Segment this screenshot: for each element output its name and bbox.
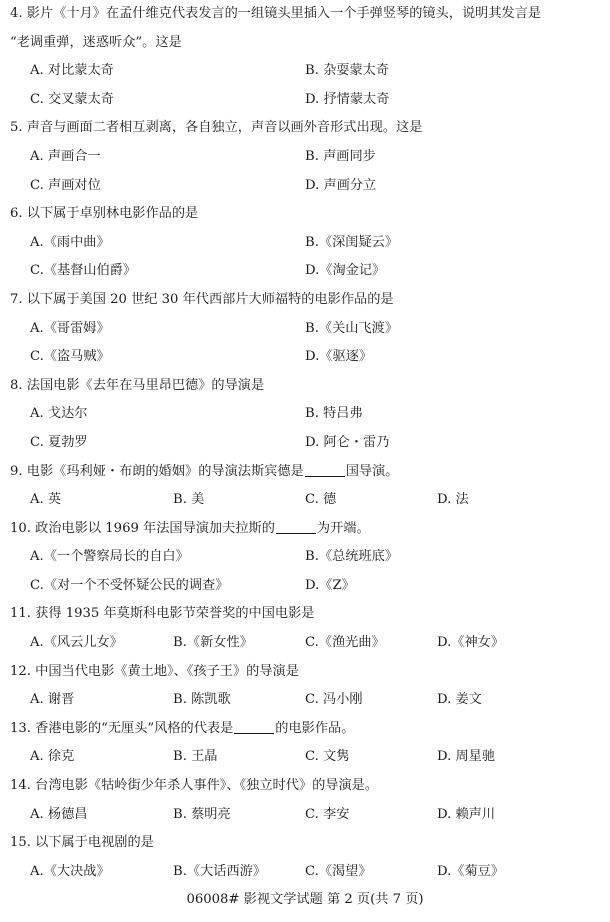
question-stem: 4. 影片《十月》在孟什维克代表发言的一组镜头里插入一个手弹竖琴的镜头，说明其发言是 — [10, 6, 542, 21]
option-row — [0, 543, 610, 572]
option-c: C. 德 — [305, 492, 337, 508]
question-stem: 12. 中国当代电影《黄土地》、《孩子王》的导演是 — [10, 663, 299, 679]
option-row — [0, 400, 610, 429]
option-a: A.《大决战》 — [30, 863, 110, 879]
stem-text-after: 为开端。 — [316, 520, 370, 536]
option-d: D.《菊豆》 — [437, 863, 505, 879]
stem-text-before: 10. 政治电影以 1969 年法国导演加夫拉斯的 — [10, 520, 275, 536]
option-a: A. 对比蒙太奇 — [30, 63, 114, 79]
option-b: B.《新女性》 — [173, 635, 253, 651]
question-7 — [0, 286, 610, 372]
option-d: D.《神女》 — [437, 635, 505, 651]
option-row — [0, 572, 610, 601]
option-a: A. 谢晋 — [30, 692, 75, 708]
option-a: A. 戈达尔 — [30, 406, 88, 422]
option-row — [0, 172, 610, 201]
option-row — [0, 486, 610, 515]
option-b: B.《总统班底》 — [305, 549, 399, 565]
question-5 — [0, 114, 610, 200]
option-row — [0, 57, 610, 86]
option-a: A.《雨中曲》 — [30, 234, 110, 250]
option-row — [0, 86, 610, 115]
option-row — [0, 629, 610, 658]
stem-text-after: 国导演。 — [345, 463, 399, 479]
option-row — [0, 743, 610, 772]
option-c: C.《盗马贼》 — [30, 349, 110, 365]
option-b: B. 特吕弗 — [305, 406, 363, 422]
question-12 — [0, 658, 610, 715]
option-d: D. 姜文 — [437, 692, 482, 708]
option-b: B. 杂耍蒙太奇 — [305, 63, 390, 79]
option-c: C. 夏勃罗 — [30, 434, 88, 450]
answer-blank — [305, 462, 345, 477]
option-a: A.《一个警察局长的自白》 — [30, 549, 189, 565]
question-10 — [0, 515, 610, 601]
option-c: C. 冯小刚 — [305, 692, 363, 708]
option-a: A.《风云儿女》 — [30, 635, 123, 651]
stem-text-after: 的电影作品。 — [275, 720, 355, 736]
option-row — [0, 858, 610, 887]
page-footer: 06008# 影视文学试题 第 2 页(共 7 页) — [186, 892, 424, 907]
option-row — [0, 229, 610, 258]
question-8 — [0, 372, 610, 458]
question-stem: 11. 获得 1935 年莫斯科电影节荣誉奖的中国电影是 — [10, 606, 315, 622]
option-d: D.《淘金记》 — [305, 263, 386, 279]
option-b: B. 声画同步 — [305, 148, 376, 164]
question-stem — [0, 458, 610, 487]
option-a: A. 杨德昌 — [30, 806, 88, 822]
option-a: A.《哥雷姆》 — [30, 320, 110, 336]
question-4 — [0, 0, 610, 114]
option-row — [0, 686, 610, 715]
option-b: B. 王晶 — [173, 749, 218, 765]
option-row — [0, 801, 610, 830]
option-row — [0, 343, 610, 372]
stem-text-before: 13. 香港电影的“无厘头”风格的代表是 — [10, 720, 234, 736]
option-b: B. 蔡明亮 — [173, 806, 231, 822]
option-c: C.《对一个不受怀疑公民的调查》 — [30, 577, 229, 593]
question-stem: 14. 台湾电影《牯岭街少年杀人事件》、《独立时代》的导演是。 — [10, 778, 379, 794]
question-stem: 5. 声音与画面二者相互剥离，各自独立，声音以画外音形式出现。这是 — [10, 120, 423, 136]
option-c: C. 李安 — [305, 806, 350, 822]
option-d: D. 抒情蒙太奇 — [305, 91, 390, 107]
option-c: C. 交叉蒙太奇 — [30, 91, 114, 107]
answer-blank — [234, 719, 274, 734]
option-a: A. 英 — [30, 492, 62, 508]
question-stem: 7. 以下属于美国 20 世纪 30 年代西部片大师福特的电影作品的是 — [10, 291, 394, 307]
option-d: D. 声画分立 — [305, 177, 377, 193]
option-d: D. 阿仑・雷乃 — [305, 434, 390, 450]
question-stem: “老调重弹，迷惑听众”。这是 — [10, 34, 182, 50]
option-d: D.《Z》 — [305, 577, 355, 593]
question-13 — [0, 715, 610, 772]
question-11 — [0, 600, 610, 657]
option-d: D.《驱逐》 — [305, 349, 373, 365]
option-b: B.《深闺疑云》 — [305, 234, 399, 250]
question-6 — [0, 200, 610, 286]
option-d: D. 周星驰 — [437, 749, 496, 765]
option-b: B. 美 — [173, 492, 205, 508]
question-stem — [0, 715, 610, 744]
option-c: C. 文隽 — [305, 749, 350, 765]
option-c: C.《渴望》 — [305, 863, 372, 879]
option-a: A. 徐克 — [30, 749, 75, 765]
option-c: C.《基督山伯爵》 — [30, 263, 137, 279]
option-b: B.《大话西游》 — [173, 863, 267, 879]
question-14 — [0, 772, 610, 829]
option-row — [0, 257, 610, 286]
option-a: A. 声画合一 — [30, 148, 101, 164]
question-15 — [0, 829, 610, 886]
answer-blank — [276, 519, 316, 534]
option-c: C.《渔光曲》 — [305, 635, 385, 651]
option-b: B. 陈凯歌 — [173, 692, 231, 708]
question-stem: 6. 以下属于卓别林电影作品的是 — [10, 206, 199, 222]
option-row — [0, 315, 610, 344]
question-stem: 8. 法国电影《去年在马里昂巴德》的导演是 — [10, 377, 265, 393]
question-stem — [0, 515, 610, 544]
question-9 — [0, 458, 610, 515]
option-d: D. 法 — [437, 492, 469, 508]
option-row — [0, 429, 610, 458]
stem-text-before: 9. 电影《玛利娅・布朗的婚姻》的导演法斯宾德是 — [10, 463, 304, 479]
option-d: D. 赖声川 — [437, 806, 496, 822]
question-stem: 15. 以下属于电视剧的是 — [10, 835, 154, 851]
option-b: B.《关山飞渡》 — [305, 320, 399, 336]
option-row — [0, 143, 610, 172]
option-c: C. 声画对位 — [30, 177, 101, 193]
